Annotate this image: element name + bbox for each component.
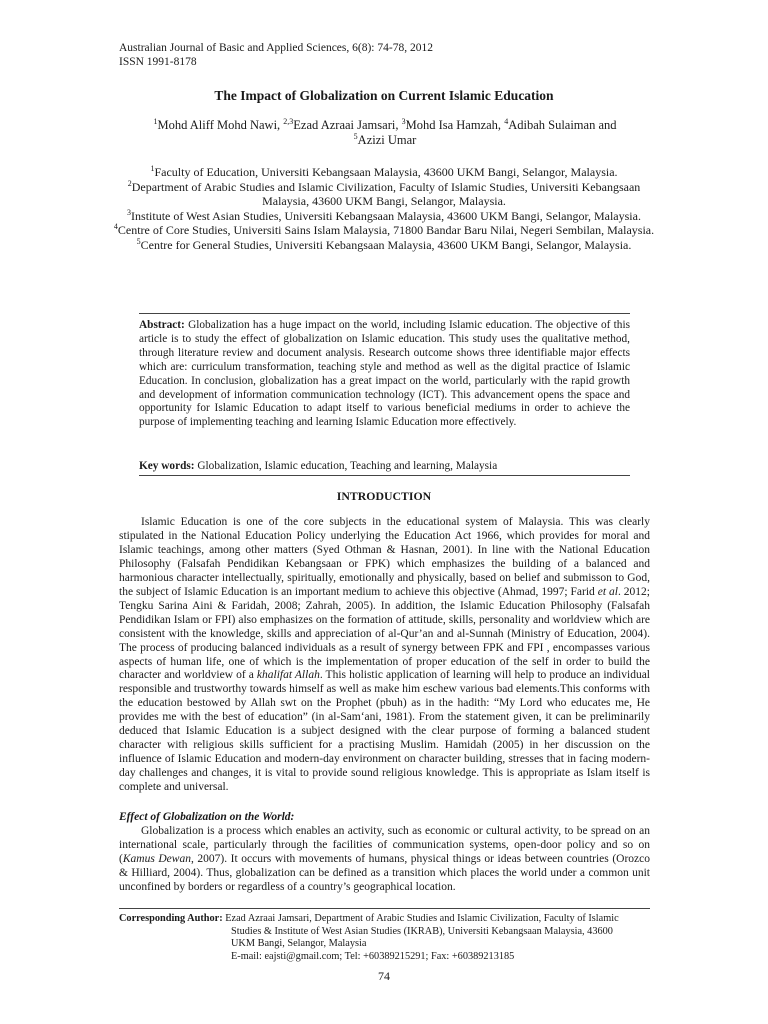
author-name: Adibah Sulaiman and [508,118,617,132]
author-sup: 3 [401,117,406,126]
author-name: Mohd Isa Hamzah, [405,118,505,132]
section-heading: Effect of Globalization on the World: [119,811,295,823]
keywords-bottom-divider [139,475,630,476]
keywords-text: Globalization, Islamic education, Teaching and learning, Malaysia [194,460,498,472]
affiliation-item [110,165,658,180]
abstract-top-divider [139,313,630,314]
affiliation-text: Institute of West Asian Studies, Universiti Kebangsaan Malaysia, 43600 UKM Bangi, Selangor, Malaysia. [131,208,641,223]
author-name: Mohd Aliff Mohd Nawi, [157,118,284,132]
affiliation-sup: 4 [113,222,118,232]
corresponding-line: UKM Bangi, Selangor, Malaysia [231,938,367,950]
affiliation-text: Centre for General Studies, Universiti Kebangsaan Malaysia, 43600 UKM Bangi, Selangor, Malaysia. [140,237,632,252]
author-name: Azizi Umar [357,133,417,147]
affiliation-text: Centre of Core Studies, Universiti Sains Islam Malaysia, 71800 Bandar Baru Nilai, Negeri Sembilan, Malaysia. [117,223,655,238]
corresponding-author-block [119,913,650,963]
affiliation-text: Department of Arabic Studies and Islamic Civilization, Faculty of Islamic Studies, Universiti Kebangsaan Malaysia, 43600 UKM Bangi, Selangor, Malaysia. [131,179,641,209]
abstract-label: Abstract: [139,319,185,331]
affiliation-sup: 5 [136,236,141,246]
affiliation-sup: 2 [127,178,132,188]
affiliation-list [110,165,658,253]
affiliation-text: Faculty of Education, Universiti Kebangsaan Malaysia, 43600 UKM Bangi, Selangor, Malaysia. [154,165,618,179]
author-name: Ezad Azraai Jamsari, [293,118,402,132]
paragraph-text: Globalization is a process which enables an activity, such as economic or cultural activity, to be spread on an international scale, particularly through the facilities of communication systems, open-door policy and so on ( [119,825,650,865]
journal-citation: Australian Journal of Basic and Applied Sciences, 6(8): 74-78, 2012 [119,42,433,54]
corresponding-label: Corresponding Author: [119,913,223,924]
journal-issn: ISSN 1991-8178 [119,56,197,68]
introduction-heading: INTRODUCTION [336,489,432,503]
abstract-block [139,319,630,430]
paragraph-italic: et al [597,585,618,598]
affiliation-sup: 3 [127,207,132,217]
journal-header [119,41,433,69]
corresponding-line [119,913,650,926]
footnote-divider [119,908,650,909]
paper-title: The Impact of Globalization on Current Islamic Education [214,88,554,103]
corresponding-line: Studies & Institute of West Asian Studies (IKRAB), Universiti Kebangsaan Malaysia, 43600 [231,925,613,937]
paragraph-italic: khalifat Allah [256,669,320,682]
page-number: 74 [378,969,390,983]
keywords-block [139,459,630,473]
author-sup: 5 [353,132,358,141]
affiliation-item [110,180,658,209]
affiliation-item [110,238,658,253]
keywords-label: Key words: [139,460,195,472]
paragraph-text: . 2012; Tengku Sarina Aini & Faridah, 2008; Zahrah, 2005). In addition, the Islamic Education Philosophy (Falsafah Pendidikan Islam or FPI) also emphasizes on the formation of attitude, skills, personality and worldview which are consistent with the knowledge, skills and appreciation of al-Qur’an and al-Sunnah (Ministry of Education, 2004). The process of producing balanced individuals as a result of synergy between FPK and FPI , encompasses various aspects of human life, one of which is the implementation of proper education of the self in order to build the character and worldview of a [119,585,650,682]
abstract-text: Globalization has a huge impact on the world, including Islamic education. The objective of this article is to study the effect of globalization on Islamic education. This study uses the qualitative method, through literature review and document analysis. Research outcome shows three identifiable major effects which are: curriculum transformation, teaching style and method as well as the digital practice of Islamic Education. In conclusion, globalization has a great impact on the world, particularly with the rapid growth and development of information communication technology (ICT). This advancement opens the space and opportunity for Islamic Education to adapt itself to various beneficial mediums in order to achieve the purpose of implementing teaching and learning Islamic Education more effectively. [139,319,630,429]
paragraph-text: Islamic Education is one of the core subjects in the educational system of Malaysia. This was clearly stipulated in the National Education Policy underlying the Education Act 1966, which provides for moral and Islamic teachings, among other matters (Syed Othman & Hasnan, 2001). In line with the National Education Philosophy (Falsafah Pendidikan Kebangsaan or FPK) which emphasizes the building of a balanced and harmonious character intellectually, spiritually, emotionally and physically, based on belief and submisson to God, the subject of Islamic Education is an important medium to achieve this objective (Ahmad, 1997; Farid [119,516,650,598]
author-list [120,118,650,148]
affiliation-item [110,223,658,238]
paragraph-italic: Kamus Dewan [122,852,191,865]
corresponding-email: E-mail: eajsti@gmail.com; Tel: +60389215291; Fax: +60389213185 [231,950,515,962]
introduction-paragraph [119,516,650,795]
affiliation-sup: 1 [150,164,155,173]
paragraph-text: . This holistic application of learning will help to produce an individual responsible and trustworthy towards himself as well as make him eschew various bad elements.This conforms with the education bestowed by Allah swt on the Prophet (pbuh) as in the hadith: “My Lord who educates me, He provides me with the best of education” (in al-Sam‘ani, 1981). From the statement given, it can be preliminarily deduced that Islamic Education is a subject designed with the clear purpose of forming a balanced student character with religious skills sufficient for a practising Muslim. Hamidah (2005) in her discussion on the influence of Islamic Education and modern-day environment on character building, stresses that in facing modern-day challenges and changes, it is vital to provide sound religious knowledge. This is appropriate as Islam itself is complete and universal. [119,669,650,794]
corresponding-text: Ezad Azraai Jamsari, Department of Arabic Studies and Islamic Civilization, Faculty of Islamic [222,913,619,924]
author-sup: 4 [504,117,509,126]
section-paragraph [119,825,650,895]
paragraph-text: , 2007). It occurs with movements of humans, physical things or ideas between countries (Orozco & Hilliard, 2004). Thus, globalization can be defined as a transition which places the world under a common unit unconfined by borders or regardless of a country’s geographical location. [119,852,650,893]
author-sup: 2,3 [283,117,294,126]
affiliation-item [110,209,658,224]
author-sup: 1 [153,117,158,126]
